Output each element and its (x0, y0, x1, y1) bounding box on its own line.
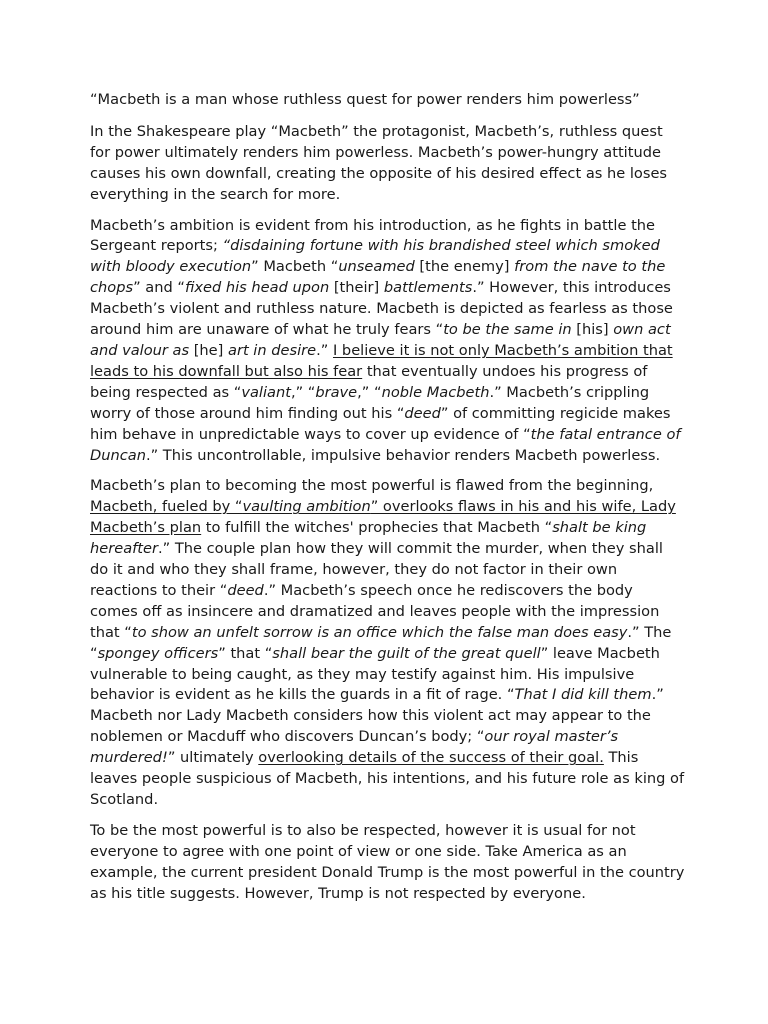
text-run: our royal master’s murdered! (90, 728, 619, 767)
text-run: .” The “ (90, 623, 672, 662)
paragraph-introduction (90, 122, 685, 206)
text-run: ” that “ (218, 644, 273, 662)
text-run: ” Macbeth “ (251, 258, 339, 276)
text-run: .” Macbeth’s speech once he rediscovers the body comes off as insincere and dramatized and leaves people with the impression that “ (90, 581, 660, 641)
paragraph-respect (90, 821, 685, 905)
text-run: [his] (571, 321, 614, 339)
text-run: brave (315, 383, 358, 401)
text-run: I believe it is not only Macbeth’s ambition that leads to his downfall but also his fear (90, 341, 673, 380)
paragraph-ambition (90, 216, 685, 467)
text-run: from the nave to the chops (90, 258, 666, 297)
text-run: to show an unfelt sorrow is an office which the false man does easy (131, 623, 628, 641)
text-run: overlooking details of the success of their goal. (258, 749, 604, 767)
text-run: noble Macbeth (381, 383, 490, 401)
text-run: .” Macbeth’s crippling worry of those around him finding out his “ (90, 383, 650, 422)
text-run: the fatal entrance of Duncan (90, 425, 681, 464)
text-run: ” overlooks flaws in his and his wife, Lady Macbeth’s plan (90, 498, 676, 537)
text-run: Macbeth, fueled by “ (90, 498, 243, 516)
text-run: ,” “ (357, 383, 382, 401)
text-run: art in desire (228, 341, 317, 359)
text-run: deed (404, 404, 441, 422)
essay-title: “Macbeth is a man whose ruthless quest for power renders him powerless” (90, 91, 640, 108)
text-run: spongey officers (97, 644, 219, 662)
text-run: .” Macbeth nor Lady Macbeth considers how this violent act may appear to the noblemen or Macduff who discovers Duncan’s body; “ (90, 686, 664, 746)
text-run: ” of committing regicide makes him behave in unpredictable ways to cover up evidence of “ (90, 404, 671, 443)
text-run: .” The couple plan how they will commit the murder, when they shall do it and who they shall frame, however, they do not factor in their own reactions to their “ (90, 540, 663, 599)
text-run: .” However, this introduces Macbeth’s violent and ruthless nature. Macbeth is depicted as fearless as those around him are unaware of what he truly fears “ (90, 279, 673, 339)
text-run: In the Shakespeare play “Macbeth” the protagonist, Macbeth’s, ruthless quest for power ultimately renders him powerless. Macbeth’s power-hungry attitude causes his own downfall, creating the opposite of his desired effect as he loses everything in the search for more. (90, 122, 668, 203)
document-page (90, 90, 685, 915)
text-run: that eventually undoes his progress of being respected as “ (90, 362, 648, 401)
text-run: That I did kill them (514, 686, 652, 704)
text-run: fixed his head upon (184, 279, 330, 297)
text-run: deed (227, 581, 264, 599)
text-run: “disdaining fortune with his brandished steel which smoked with bloody execution (90, 237, 660, 276)
text-run: valiant (241, 383, 291, 401)
text-run: This leaves people suspicious of Macbeth, his intentions, and his future role as king of Scotland. (90, 749, 685, 808)
paragraph-flawed-plan (90, 476, 685, 811)
text-run: to fulfill the witches' prophecies that Macbeth “ (201, 519, 553, 537)
text-run: To be the most powerful is to also be respected, however it is usual for not everyone to agree with one point of view or one side. Take America as an example, the current president Donald Trump is the most powerful in the country as his title suggests. However, Trump is not respected by everyone. (90, 821, 685, 902)
text-run: [their] (329, 279, 384, 297)
text-run: battlements (383, 279, 473, 297)
text-run: own act and valour as (90, 321, 671, 359)
text-run: Macbeth’s ambition is evident from his introduction, as he fights in battle the Sergeant reports; (90, 216, 656, 255)
text-run: ” leave Macbeth vulnerable to being caught, as they may testify against him. His impulsive behavior is evident as he kills the guards in a fit of rage. “ (90, 644, 660, 704)
text-run: ,” “ (290, 383, 316, 401)
text-run: .” (316, 341, 333, 359)
text-run: unseamed (338, 258, 415, 276)
text-run: ” and “ (133, 279, 185, 297)
text-run: to be the same in (443, 321, 572, 339)
text-run: .” This uncontrollable, impulsive behavior renders Macbeth powerless. (145, 446, 661, 464)
text-run: Macbeth’s plan to becoming the most powerful is flawed from the beginning, (90, 477, 654, 495)
text-run: ” ultimately (167, 749, 259, 767)
text-run: shall bear the guilt of the great quell (272, 644, 541, 662)
text-run: [he] (189, 341, 228, 359)
text-run: shalt be king hereafter (90, 519, 647, 558)
text-run: [the enemy] (414, 258, 515, 276)
text-run: vaulting ambition (242, 498, 371, 516)
